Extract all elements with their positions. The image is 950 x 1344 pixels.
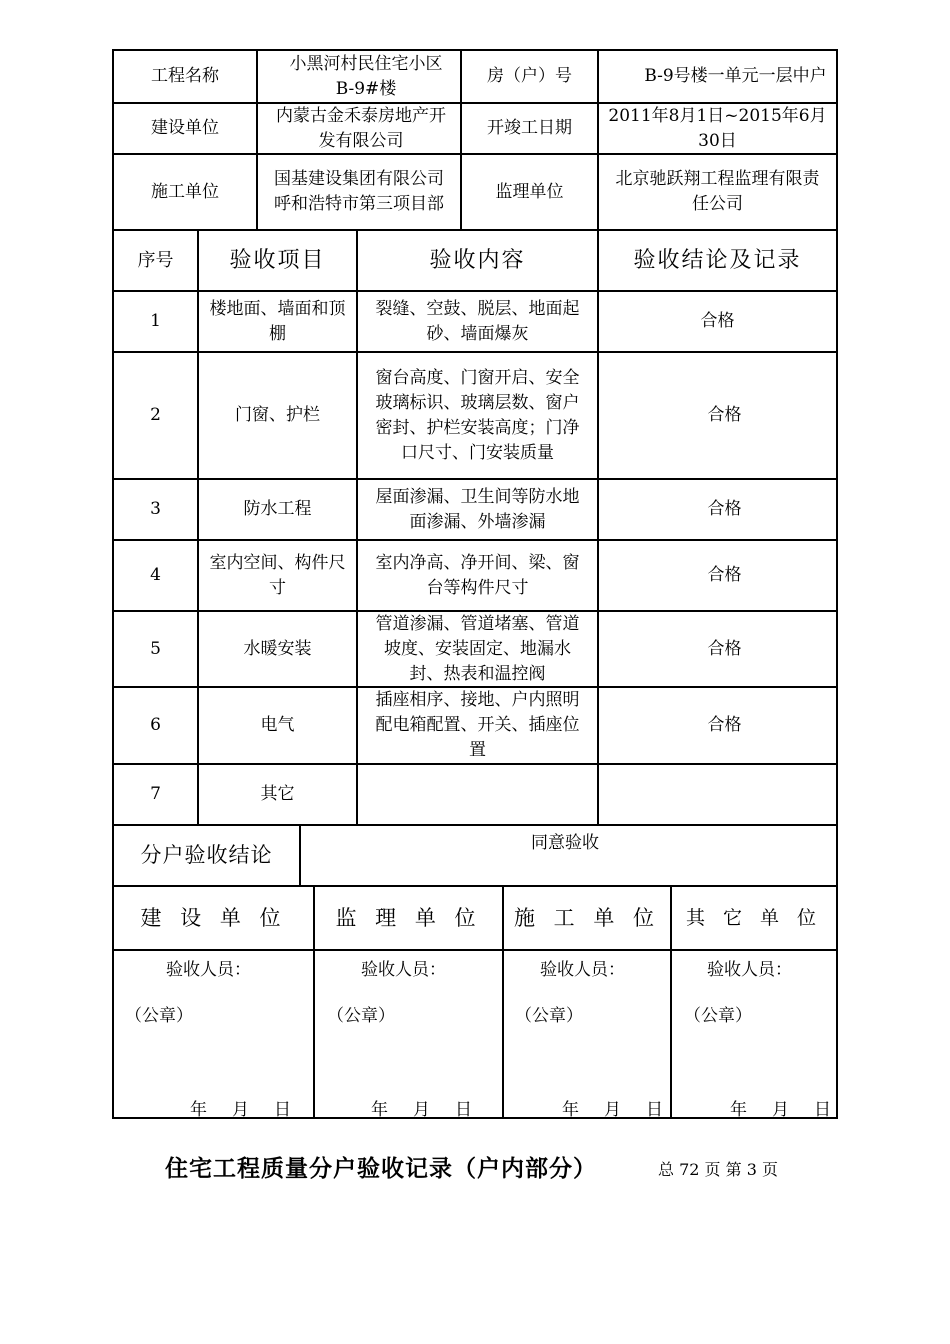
seal-label: （公章） — [125, 1006, 193, 1026]
date-label: 年 月 日 — [371, 1100, 476, 1120]
date-label: 年 月 日 — [562, 1100, 667, 1120]
row-seq: 4 — [150, 565, 161, 585]
row-seq: 6 — [150, 715, 161, 735]
row-content: 裂缝、空鼓、脱层、地面起砂、墙面爆灰 — [375, 298, 580, 344]
row-seq: 1 — [150, 311, 161, 331]
row-content: 屋面渗漏、卫生间等防水地面渗漏、外墙渗漏 — [375, 486, 580, 532]
inspector-label: 验收人员： — [166, 960, 251, 980]
conclusion-value: 同意验收 — [531, 833, 599, 853]
row-content: 插座相序、接地、户内照明配电箱配置、开关、插座位置 — [375, 690, 580, 760]
row-result: 合格 — [707, 405, 742, 425]
row-item: 防水工程 — [243, 499, 312, 519]
sign-unit-other: 其 它 单 位 — [685, 906, 823, 929]
room-number-value: B-9号楼一单元一层中户 — [644, 66, 827, 86]
row-result: 合格 — [707, 638, 742, 659]
supervisor-value: 北京驰跃翔工程监理有限责任公司 — [615, 169, 820, 214]
seal-label: （公章） — [327, 1006, 395, 1026]
row-item: 楼地面、墙面和顶棚 — [209, 298, 346, 344]
project-name-label: 工程名称 — [151, 66, 219, 86]
table-border-right — [836, 49, 838, 1119]
builder-value: 内蒙古金禾泰房地产开发有限公司 — [276, 105, 446, 151]
row-result: 合格 — [700, 311, 735, 331]
inspector-label: 验收人员： — [361, 960, 446, 980]
sign-unit-supervisor: 监 理 单 位 — [335, 905, 482, 930]
page-number: 总 72 页 第 3 页 — [658, 1160, 778, 1179]
dates-label: 开竣工日期 — [487, 118, 572, 138]
seal-label: （公章） — [515, 1006, 583, 1026]
row-result: 合格 — [707, 499, 742, 519]
row-item: 电气 — [260, 715, 295, 735]
row-content: 窗台高度、门窗开启、安全玻璃标识、玻璃层数、窗户密封、护栏安装高度；门净口尺寸、门安装质量 — [375, 367, 580, 463]
contractor-value: 国基建设集团有限公司呼和浩特市第三项目部 — [274, 169, 444, 214]
project-name-value: 小黑河村民住宅小区B-9#楼 — [289, 53, 443, 99]
row-seq: 3 — [150, 499, 161, 519]
col-header-seq: 序号 — [137, 250, 174, 271]
row-seq: 7 — [150, 784, 161, 804]
contractor-label: 施工单位 — [151, 181, 219, 202]
document-title: 住宅工程质量分户验收记录（户内部分） — [165, 1155, 597, 1182]
table-rule — [112, 949, 838, 951]
row-item: 其它 — [260, 784, 295, 804]
row-item: 门窗、护栏 — [235, 405, 320, 425]
builder-label: 建设单位 — [151, 118, 219, 138]
row-content: 管道渗漏、管道堵塞、管道坡度、安装固定、地漏水封、热表和温控阀 — [375, 613, 580, 684]
inspector-label: 验收人员： — [707, 960, 792, 980]
date-label: 年 月 日 — [730, 1100, 835, 1120]
row-content: 室内净高、净开间、梁、窗台等构件尺寸 — [375, 552, 580, 598]
col-header-result: 验收结论及记录 — [633, 248, 802, 273]
row-seq: 2 — [150, 405, 161, 425]
date-label: 年 月 日 — [190, 1100, 295, 1120]
conclusion-label: 分户验收结论 — [140, 843, 273, 867]
row-result: 合格 — [707, 715, 742, 735]
row-item: 水暖安装 — [243, 638, 312, 659]
table-rule — [299, 824, 301, 886]
seal-label: （公章） — [684, 1006, 752, 1026]
col-header-content: 验收内容 — [429, 248, 526, 273]
row-seq: 5 — [150, 638, 161, 659]
room-number-label: 房（户）号 — [487, 66, 572, 86]
row-result: 合格 — [707, 565, 742, 585]
dates-value: 2011年8月1日~2015年6月30日 — [608, 105, 827, 151]
row-result — [599, 765, 836, 824]
row-item: 室内空间、构件尺寸 — [209, 552, 346, 598]
inspector-label: 验收人员： — [540, 960, 625, 980]
supervisor-label: 监理单位 — [495, 181, 564, 202]
row-content — [358, 765, 597, 824]
sign-unit-builder: 建 设 单 位 — [140, 905, 287, 930]
col-header-item: 验收项目 — [229, 248, 326, 273]
sign-unit-contractor: 施 工 单 位 — [513, 905, 661, 930]
